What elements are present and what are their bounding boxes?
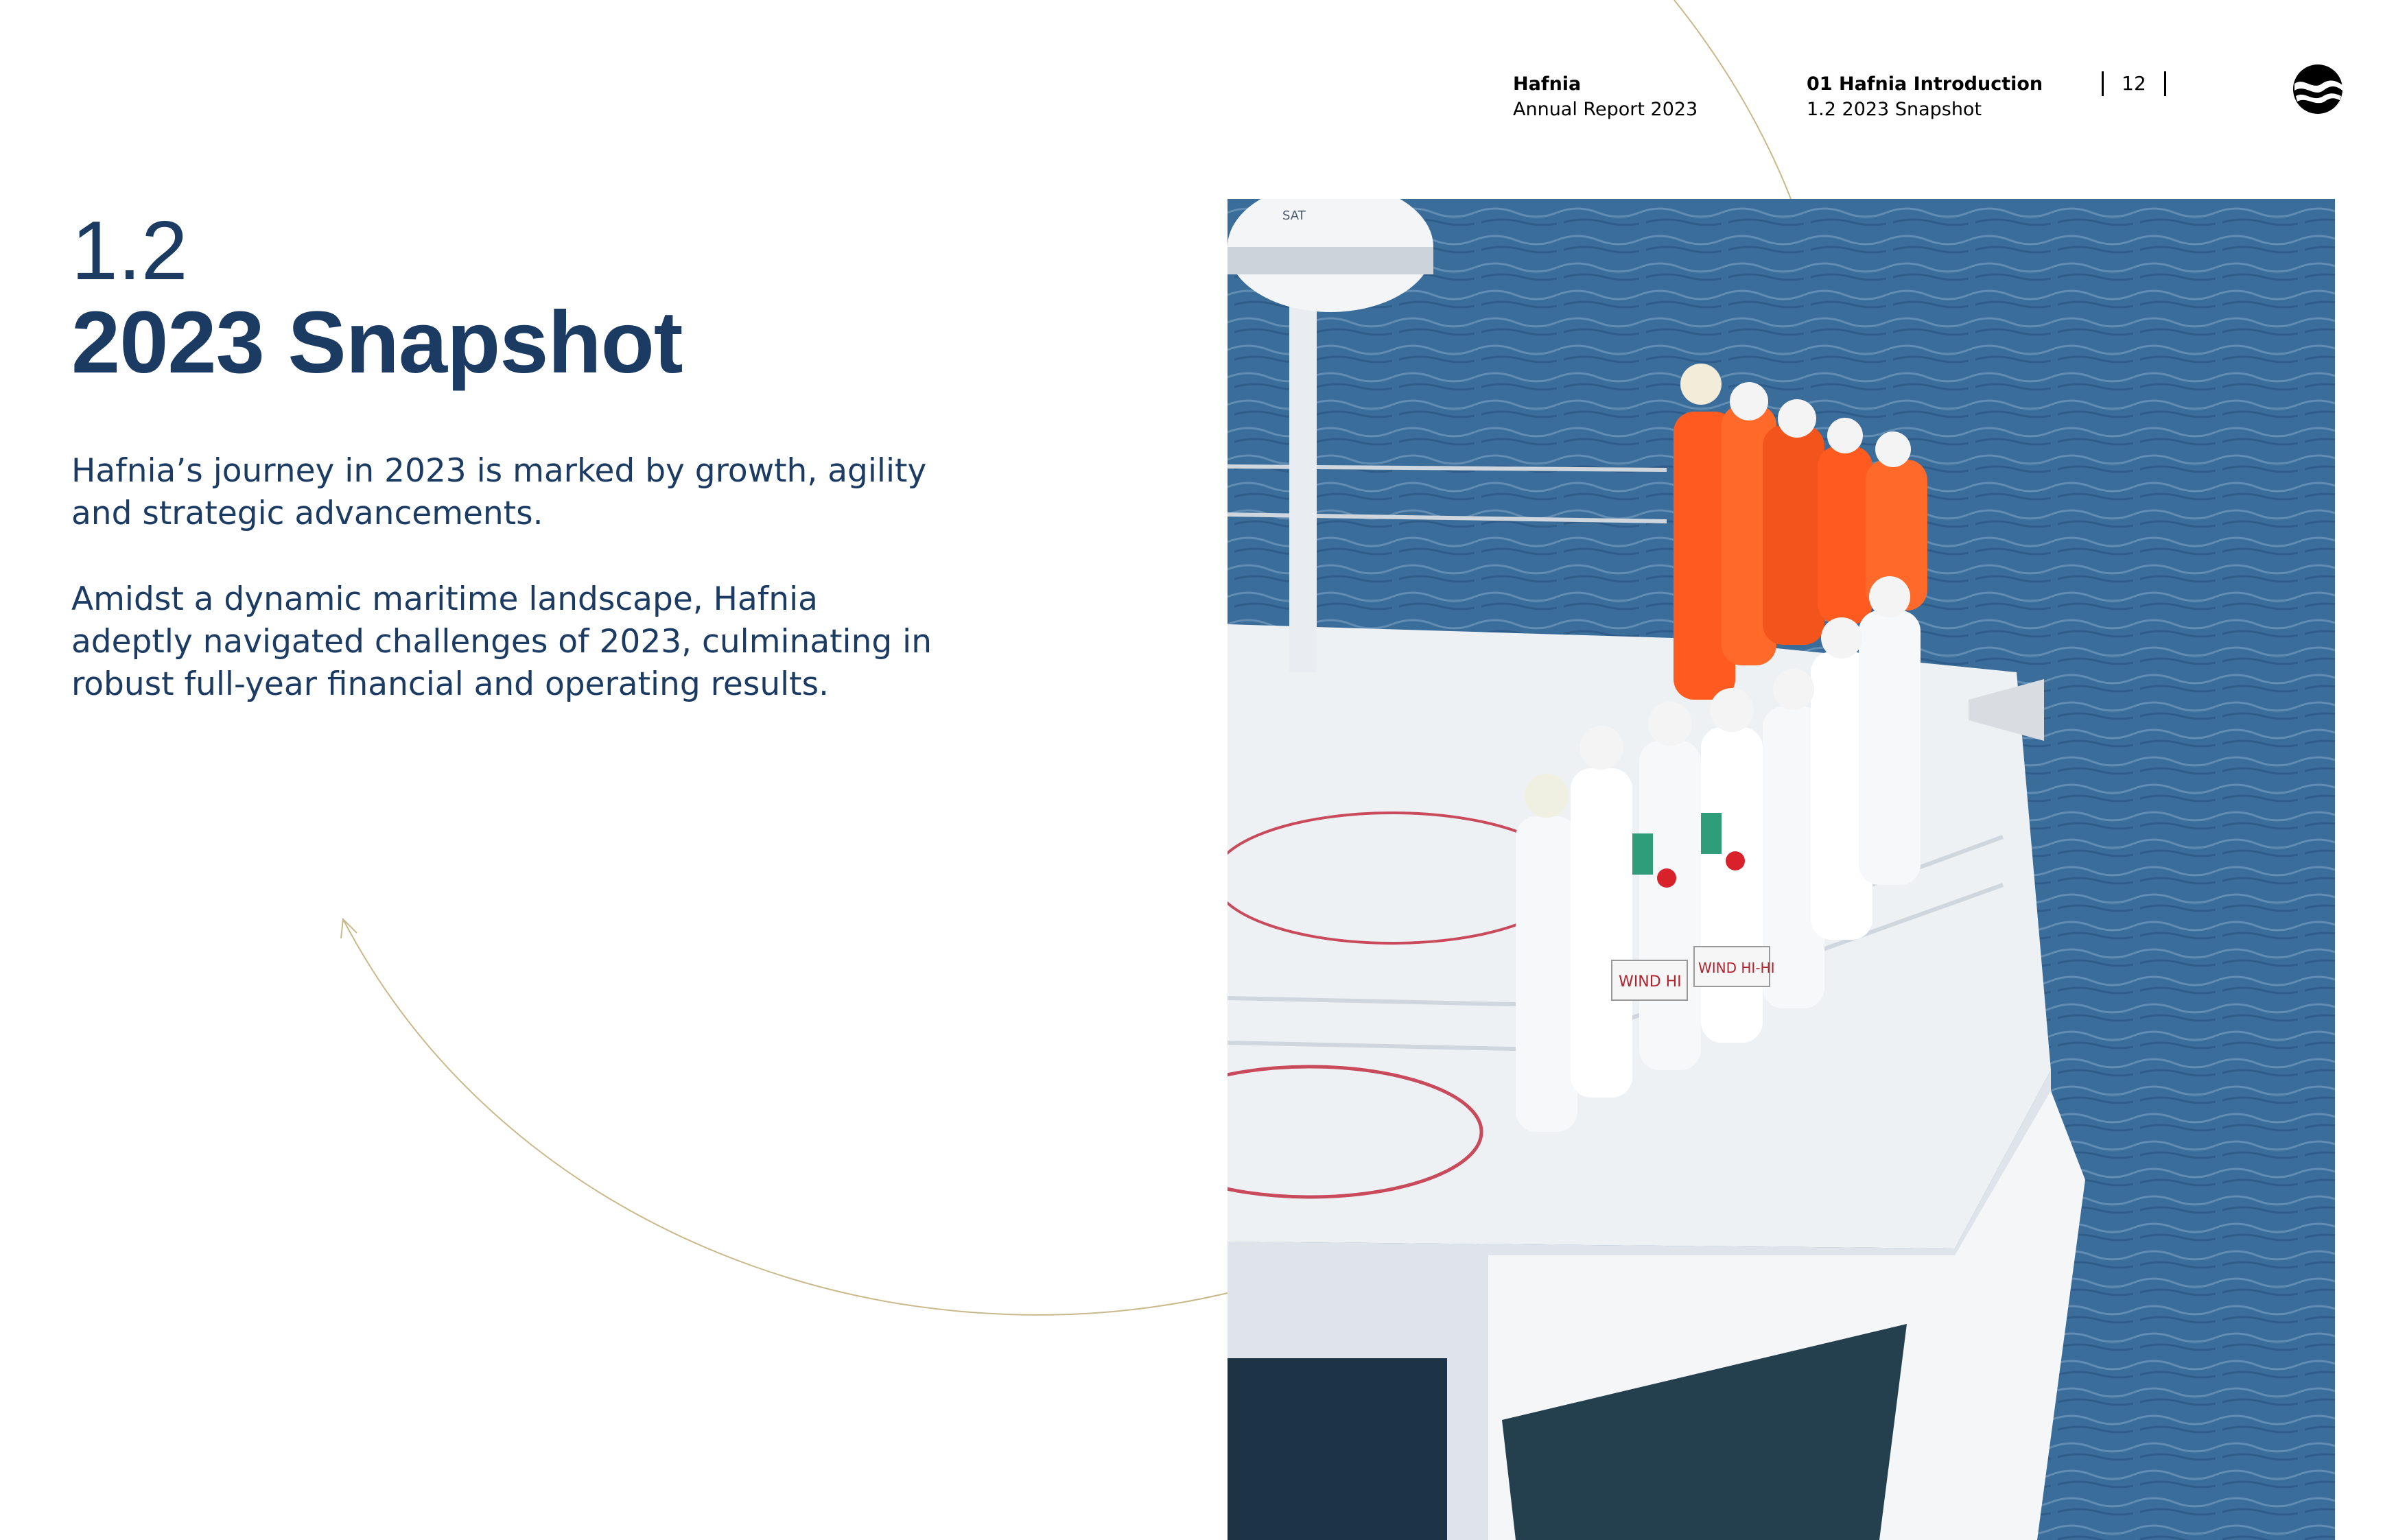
report-title: Annual Report 2023 <box>1513 99 1698 120</box>
decorative-arc-bottom <box>343 919 1228 1315</box>
photo-illustration <box>1228 199 2335 1540</box>
page-number: 12 <box>2102 71 2166 96</box>
section-number: 1.2 <box>71 204 188 297</box>
header-report <box>1513 71 1698 122</box>
dome-label: SAT <box>1282 209 1306 223</box>
sign-wind-hi-hi: WIND HI-HI <box>1698 960 1775 976</box>
section-title-link[interactable]: 01 Hafnia Introduction <box>1807 73 2043 95</box>
report-name: Hafnia <box>1513 73 1582 95</box>
header-section <box>1807 71 2043 122</box>
subsection-title-link[interactable]: 1.2 2023 Snapshot <box>1807 99 1982 120</box>
hafnia-wave-logo-icon[interactable] <box>2292 63 2344 115</box>
sign-wind-hi: WIND HI <box>1619 973 1682 991</box>
page-title: 2023 Snapshot <box>71 294 683 392</box>
intro-paragraph-2: Amidst a dynamic maritime landscape, Hafnia adeptly navigated challenges of 2023, culminating in robust full-year financial and operating results. <box>71 580 932 703</box>
bridge-window-left <box>1228 1358 1447 1540</box>
intro-paragraph-1: Hafnia’s journey in 2023 is marked by growth, agility and strategic advancements. <box>71 452 927 532</box>
ship-crew-photo <box>1228 199 2335 1540</box>
